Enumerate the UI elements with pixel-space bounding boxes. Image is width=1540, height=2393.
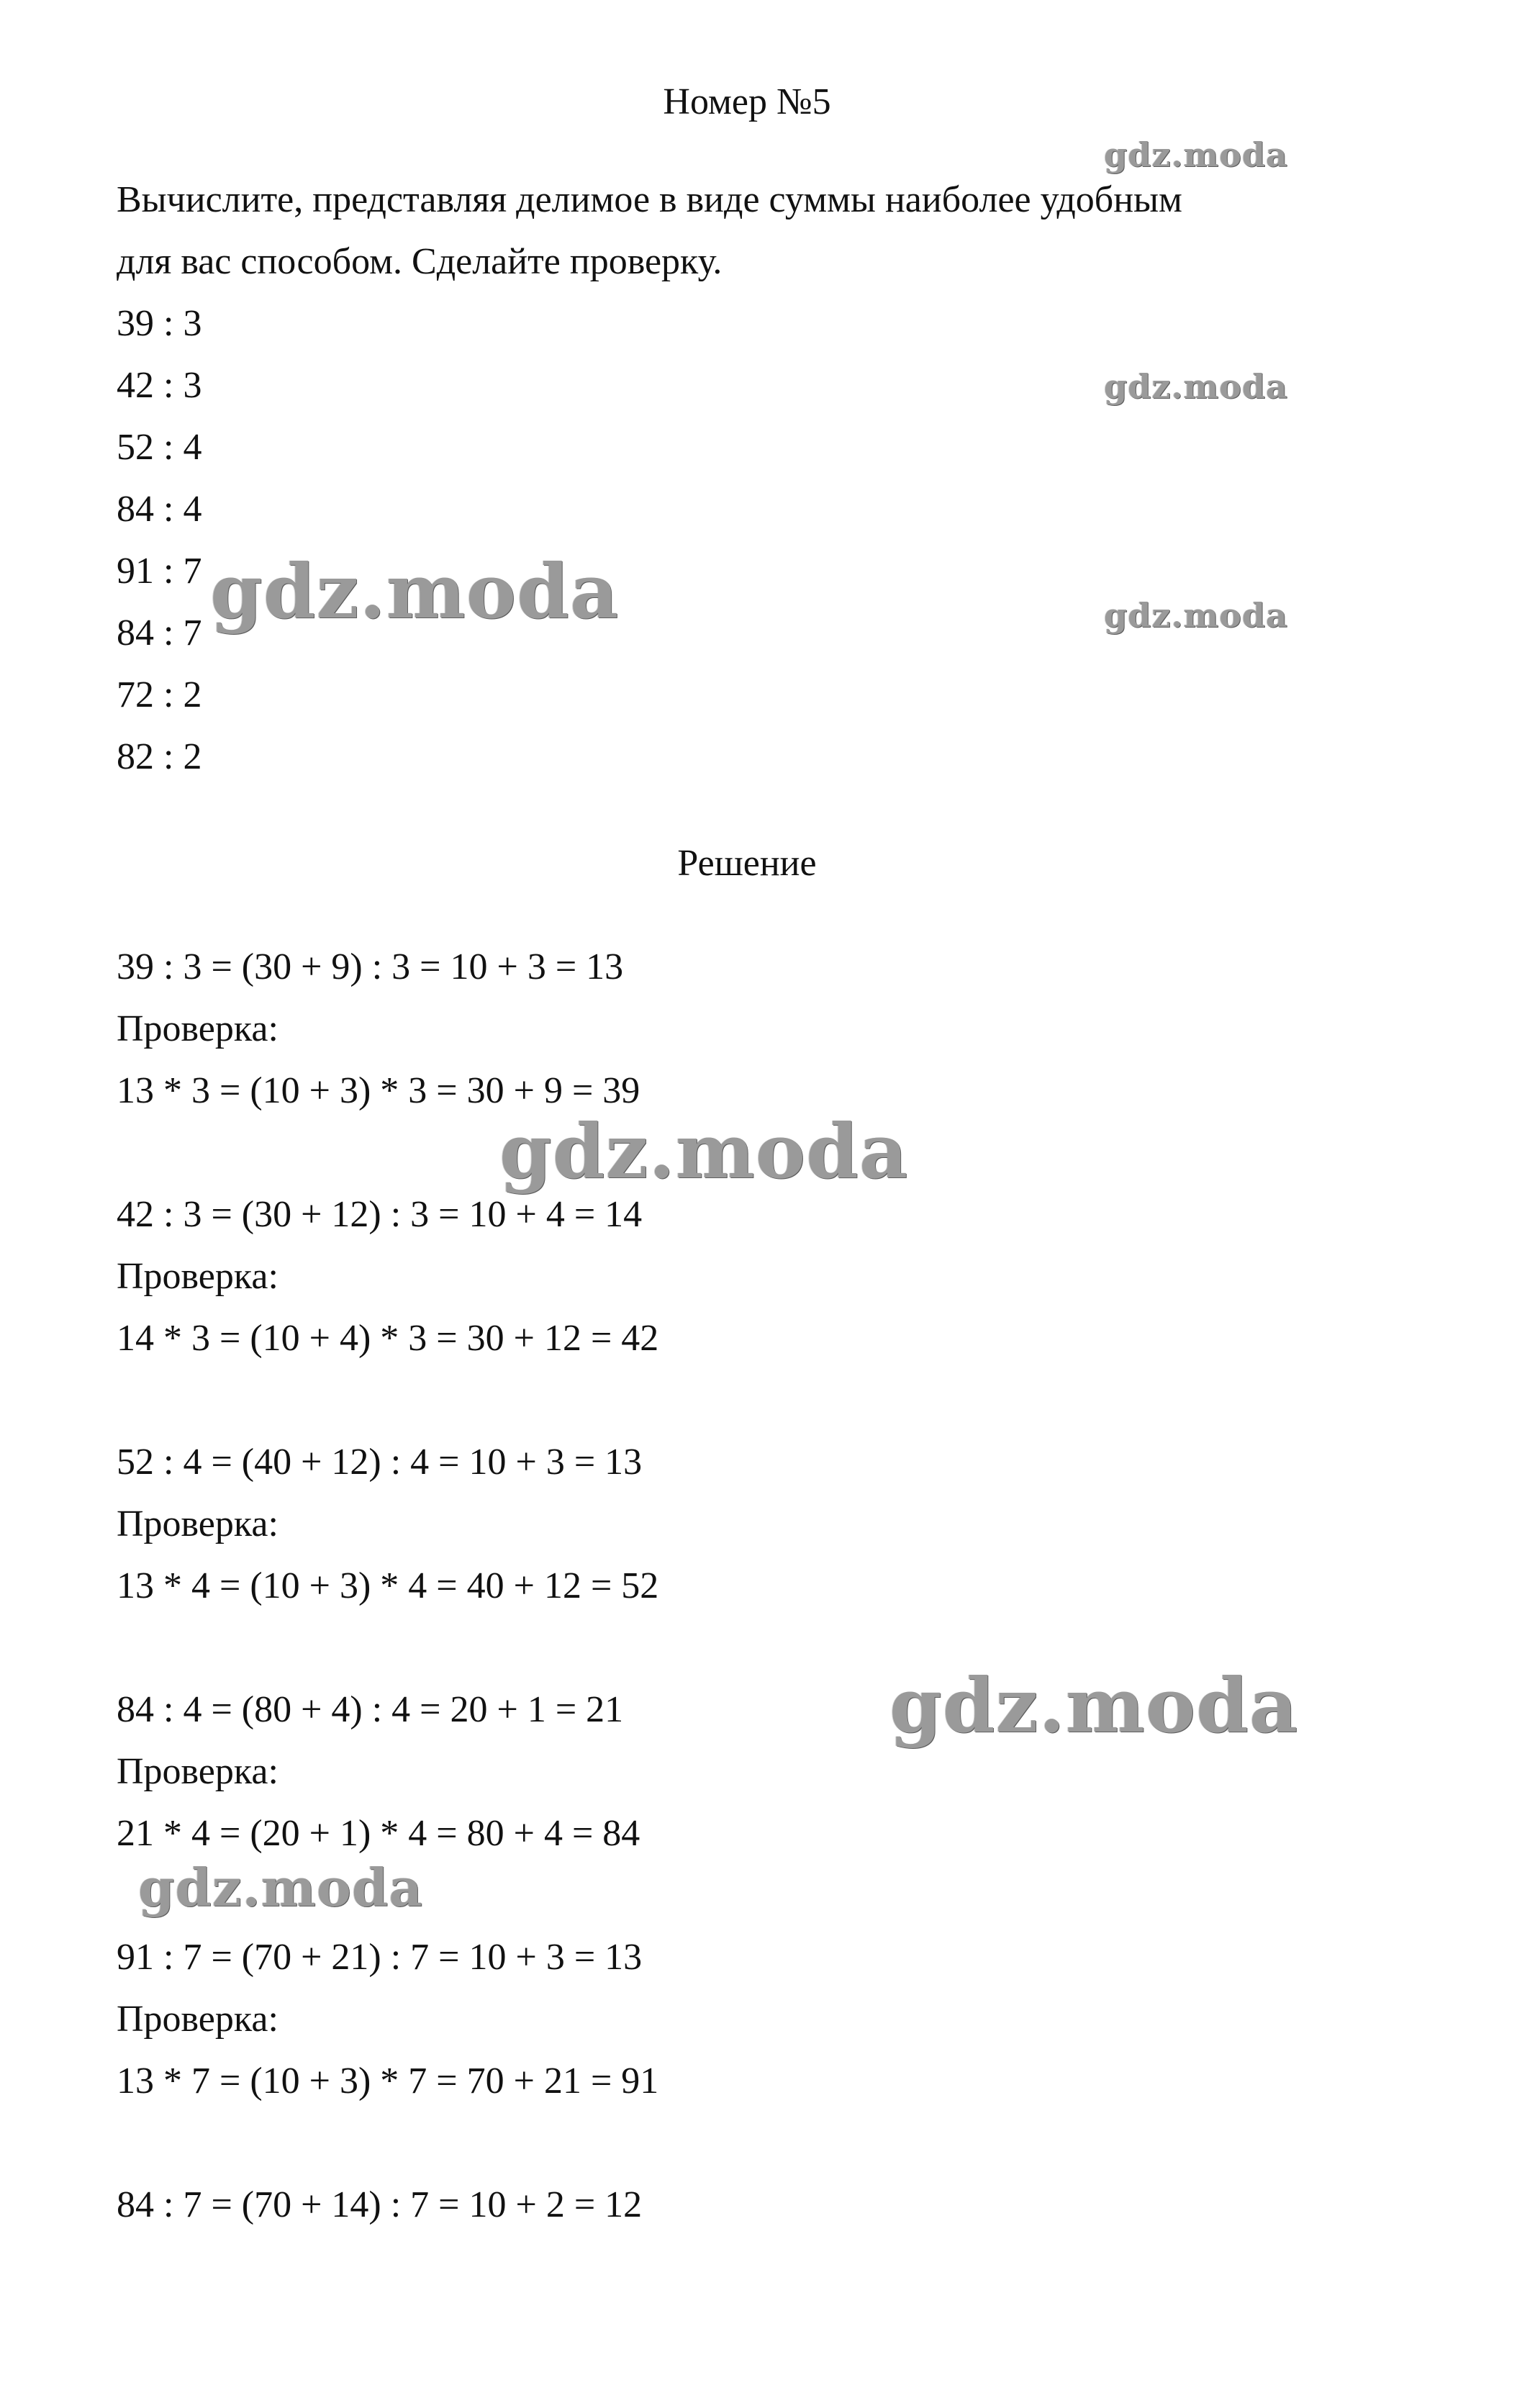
- solution-heading: Решение: [677, 843, 817, 884]
- task-expression-2: 42 : 3: [117, 365, 202, 406]
- task-text-line-2: для вас способом. Сделайте проверку.: [117, 241, 723, 282]
- solution-equation-6: 84 : 7 = (70 + 14) : 7 = 10 + 2 = 12: [117, 2184, 643, 2225]
- check-label-2: Проверка:: [117, 1256, 278, 1297]
- check-equation-3: 13 * 4 = (10 + 3) * 4 = 40 + 12 = 52: [117, 1565, 659, 1606]
- task-expression-3: 52 : 4: [117, 427, 202, 468]
- watermark-logo: gdz.moda: [1104, 367, 1288, 406]
- task-expression-1: 39 : 3: [117, 303, 202, 344]
- check-equation-5: 13 * 7 = (10 + 3) * 7 = 70 + 21 = 91: [117, 2060, 659, 2102]
- page-title: Номер №5: [663, 81, 831, 122]
- watermark-logo: gdz.moda: [499, 1107, 909, 1195]
- task-expression-5: 91 : 7: [117, 551, 202, 592]
- task-expression-6: 84 : 7: [117, 612, 202, 653]
- task-expression-7: 72 : 2: [117, 674, 202, 715]
- task-text-line-1: Вычислите, представляя делимое в виде суммы наиболее удобным: [117, 179, 1182, 220]
- check-equation-1: 13 * 3 = (10 + 3) * 3 = 30 + 9 = 39: [117, 1070, 640, 1111]
- check-label-3: Проверка:: [117, 1503, 278, 1544]
- solution-equation-5: 91 : 7 = (70 + 21) : 7 = 10 + 3 = 13: [117, 1937, 643, 1978]
- check-equation-2: 14 * 3 = (10 + 4) * 3 = 30 + 12 = 42: [117, 1318, 659, 1359]
- watermark-logo: gdz.moda: [1104, 135, 1288, 174]
- check-label-5: Проверка:: [117, 1999, 278, 2040]
- check-equation-4: 21 * 4 = (20 + 1) * 4 = 80 + 4 = 84: [117, 1813, 640, 1854]
- watermark-logo: gdz.moda: [210, 547, 620, 635]
- task-expression-8: 82 : 2: [117, 736, 202, 777]
- solution-equation-1: 39 : 3 = (30 + 9) : 3 = 10 + 3 = 13: [117, 946, 624, 987]
- watermark-logo: gdz.moda: [889, 1661, 1299, 1750]
- solution-equation-4: 84 : 4 = (80 + 4) : 4 = 20 + 1 = 21: [117, 1689, 624, 1730]
- task-expression-4: 84 : 4: [117, 489, 202, 530]
- watermark-logo: gdz.moda: [138, 1857, 423, 1918]
- solution-equation-3: 52 : 4 = (40 + 12) : 4 = 10 + 3 = 13: [117, 1442, 643, 1483]
- check-label-4: Проверка:: [117, 1751, 278, 1792]
- check-label-1: Проверка:: [117, 1008, 278, 1049]
- solution-equation-2: 42 : 3 = (30 + 12) : 3 = 10 + 4 = 14: [117, 1194, 643, 1235]
- watermark-logo: gdz.moda: [1104, 596, 1288, 635]
